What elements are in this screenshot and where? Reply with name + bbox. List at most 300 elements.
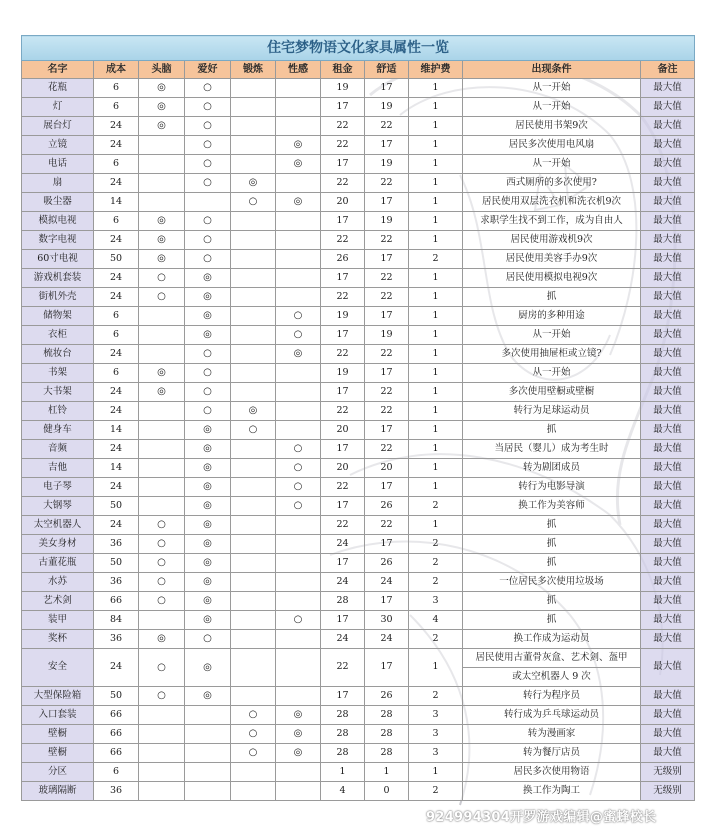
cell-rent: 28 xyxy=(321,744,365,763)
cell-condition: 居民使用书架9次 xyxy=(463,117,641,136)
cell-name: 电话 xyxy=(22,155,94,174)
cell-exercise xyxy=(231,440,276,459)
cell-name: 书架 xyxy=(22,364,94,383)
cell-brains xyxy=(139,763,185,782)
cell-exercise xyxy=(231,611,276,630)
table-row xyxy=(22,535,695,554)
column-header: 名字 xyxy=(22,61,94,79)
cell-cost: 24 xyxy=(94,402,139,421)
cell-name: 大书架 xyxy=(22,383,94,402)
cell-exercise xyxy=(231,782,276,801)
cell-exercise: ◎ xyxy=(231,174,276,193)
table-row xyxy=(22,459,695,478)
cell-rent: 19 xyxy=(321,307,365,326)
cell-hobby: ○ xyxy=(185,250,231,269)
cell-rent: 1 xyxy=(321,763,365,782)
cell-note: 最大值 xyxy=(641,516,695,535)
cell-upkeep: 1 xyxy=(409,117,463,136)
cell-condition: 多次使用壁橱或壁橱 xyxy=(463,383,641,402)
cell-sexy: ○ xyxy=(276,497,321,516)
cell-upkeep: 1 xyxy=(409,193,463,212)
cell-brains: ◎ xyxy=(139,212,185,231)
cell-hobby: ◎ xyxy=(185,440,231,459)
cell-sexy xyxy=(276,117,321,136)
table-row xyxy=(22,98,695,117)
cell-hobby xyxy=(185,193,231,212)
cell-note: 最大值 xyxy=(641,440,695,459)
column-header: 爱好 xyxy=(185,61,231,79)
cell-upkeep: 2 xyxy=(409,630,463,649)
cell-brains: ◎ xyxy=(139,98,185,117)
cell-sexy xyxy=(276,383,321,402)
cell-upkeep: 3 xyxy=(409,592,463,611)
cell-hobby: ◎ xyxy=(185,497,231,516)
cell-note: 最大值 xyxy=(641,364,695,383)
cell-comfort: 17 xyxy=(365,649,409,687)
cell-cost: 24 xyxy=(94,345,139,364)
cell-sexy xyxy=(276,630,321,649)
cell-cost: 66 xyxy=(94,744,139,763)
cell-upkeep: 1 xyxy=(409,212,463,231)
cell-comfort: 26 xyxy=(365,554,409,573)
cell-condition: 换工作为美容师 xyxy=(463,497,641,516)
cell-condition: 转为剧团成员 xyxy=(463,459,641,478)
cell-rent: 26 xyxy=(321,250,365,269)
cell-hobby xyxy=(185,744,231,763)
table-row xyxy=(22,174,695,193)
cell-exercise xyxy=(231,79,276,98)
cell-exercise: ○ xyxy=(231,706,276,725)
table-row xyxy=(22,630,695,649)
table-row xyxy=(22,782,695,801)
cell-condition: 居民多次使用物语 xyxy=(463,763,641,782)
table-row xyxy=(22,497,695,516)
cell-rent: 4 xyxy=(321,782,365,801)
cell-hobby: ○ xyxy=(185,79,231,98)
cell-note: 最大值 xyxy=(641,497,695,516)
cell-brains xyxy=(139,706,185,725)
table-row xyxy=(22,687,695,706)
cell-cost: 36 xyxy=(94,782,139,801)
cell-note: 最大值 xyxy=(641,326,695,345)
table-row xyxy=(22,725,695,744)
cell-hobby: ◎ xyxy=(185,516,231,535)
cell-rent: 17 xyxy=(321,687,365,706)
cell-brains: ○ xyxy=(139,269,185,288)
table-row xyxy=(22,440,695,459)
cell-cost: 66 xyxy=(94,592,139,611)
cell-cost: 36 xyxy=(94,630,139,649)
cell-exercise: ◎ xyxy=(231,402,276,421)
cell-condition: 转为餐厅店员 xyxy=(463,744,641,763)
cell-exercise xyxy=(231,687,276,706)
cell-note: 最大值 xyxy=(641,459,695,478)
cell-upkeep: 1 xyxy=(409,516,463,535)
cell-exercise xyxy=(231,535,276,554)
cell-name: 60寸电视 xyxy=(22,250,94,269)
cell-note: 最大值 xyxy=(641,573,695,592)
cell-rent: 22 xyxy=(321,516,365,535)
cell-note: 最大值 xyxy=(641,535,695,554)
cell-condition: 抓 xyxy=(463,421,641,440)
sheet-title: 住宅梦物语文化家具属性一览 xyxy=(22,36,695,61)
cell-upkeep: 2 xyxy=(409,782,463,801)
cell-comfort: 17 xyxy=(365,250,409,269)
cell-sexy xyxy=(276,174,321,193)
cell-hobby: ◎ xyxy=(185,421,231,440)
cell-hobby xyxy=(185,725,231,744)
cell-cost: 24 xyxy=(94,231,139,250)
table-row xyxy=(22,706,695,725)
cell-comfort: 17 xyxy=(365,478,409,497)
cell-hobby: ◎ xyxy=(185,326,231,345)
cell-upkeep: 1 xyxy=(409,364,463,383)
cell-sexy xyxy=(276,421,321,440)
cell-hobby: ◎ xyxy=(185,535,231,554)
column-header: 锻炼 xyxy=(231,61,276,79)
cell-exercise xyxy=(231,231,276,250)
table-row xyxy=(22,554,695,573)
cell-note: 最大值 xyxy=(641,725,695,744)
cell-note: 最大值 xyxy=(641,383,695,402)
cell-exercise xyxy=(231,497,276,516)
cell-exercise xyxy=(231,364,276,383)
cell-rent: 22 xyxy=(321,174,365,193)
cell-brains xyxy=(139,155,185,174)
cell-sexy: ◎ xyxy=(276,725,321,744)
column-header: 成本 xyxy=(94,61,139,79)
cell-comfort: 28 xyxy=(365,706,409,725)
cell-name: 扇 xyxy=(22,174,94,193)
cell-brains: ◎ xyxy=(139,630,185,649)
cell-note: 最大值 xyxy=(641,592,695,611)
cell-sexy: ○ xyxy=(276,611,321,630)
cell-condition: 抓 xyxy=(463,516,641,535)
cell-comfort: 17 xyxy=(365,592,409,611)
cell-cost: 24 xyxy=(94,117,139,136)
cell-condition: 抓 xyxy=(463,535,641,554)
cell-rent: 20 xyxy=(321,459,365,478)
cell-comfort: 17 xyxy=(365,421,409,440)
cell-sexy xyxy=(276,687,321,706)
cell-upkeep: 1 xyxy=(409,231,463,250)
cell-brains xyxy=(139,326,185,345)
cell-brains xyxy=(139,345,185,364)
table-row xyxy=(22,250,695,269)
column-header: 维护费 xyxy=(409,61,463,79)
cell-hobby: ○ xyxy=(185,383,231,402)
cell-name: 立镜 xyxy=(22,136,94,155)
cell-exercise: ○ xyxy=(231,725,276,744)
cell-comfort: 1 xyxy=(365,763,409,782)
cell-name: 模拟电视 xyxy=(22,212,94,231)
cell-exercise xyxy=(231,155,276,174)
cell-name: 玻璃隔断 xyxy=(22,782,94,801)
column-header: 备注 xyxy=(641,61,695,79)
cell-rent: 24 xyxy=(321,630,365,649)
cell-note: 最大值 xyxy=(641,98,695,117)
cell-note: 最大值 xyxy=(641,117,695,136)
cell-upkeep: 2 xyxy=(409,573,463,592)
cell-hobby: ○ xyxy=(185,155,231,174)
cell-condition: 抓 xyxy=(463,592,641,611)
cell-exercise xyxy=(231,554,276,573)
cell-name: 装甲 xyxy=(22,611,94,630)
cell-condition: 转为漫画家 xyxy=(463,725,641,744)
cell-name: 吸尘器 xyxy=(22,193,94,212)
cell-brains xyxy=(139,725,185,744)
cell-cost: 50 xyxy=(94,554,139,573)
cell-rent: 22 xyxy=(321,288,365,307)
column-header: 性感 xyxy=(276,61,321,79)
cell-rent: 17 xyxy=(321,155,365,174)
cell-brains: ◎ xyxy=(139,250,185,269)
cell-cost: 66 xyxy=(94,706,139,725)
cell-hobby: ○ xyxy=(185,630,231,649)
cell-sexy xyxy=(276,288,321,307)
cell-upkeep: 3 xyxy=(409,706,463,725)
cell-sexy xyxy=(276,98,321,117)
cell-cost: 6 xyxy=(94,212,139,231)
cell-exercise xyxy=(231,98,276,117)
cell-condition: 居民多次使用电风扇 xyxy=(463,136,641,155)
cell-hobby: ○ xyxy=(185,117,231,136)
cell-rent: 22 xyxy=(321,231,365,250)
table-row xyxy=(22,288,695,307)
cell-rent: 22 xyxy=(321,345,365,364)
cell-sexy xyxy=(276,554,321,573)
cell-cost: 24 xyxy=(94,649,139,687)
cell-upkeep: 1 xyxy=(409,421,463,440)
cell-sexy: ○ xyxy=(276,307,321,326)
cell-hobby: ○ xyxy=(185,364,231,383)
table-row xyxy=(22,573,695,592)
cell-cost: 14 xyxy=(94,421,139,440)
cell-exercise: ○ xyxy=(231,744,276,763)
cell-exercise xyxy=(231,307,276,326)
cell-exercise xyxy=(231,326,276,345)
cell-sexy xyxy=(276,516,321,535)
cell-exercise xyxy=(231,649,276,687)
table-row xyxy=(22,117,695,136)
table-row xyxy=(22,155,695,174)
cell-name: 分区 xyxy=(22,763,94,782)
cell-condition: 一位居民多次使用垃圾场 xyxy=(463,573,641,592)
cell-rent: 17 xyxy=(321,440,365,459)
cell-condition: 从一开始 xyxy=(463,326,641,345)
cell-condition: 抓 xyxy=(463,611,641,630)
cell-comfort: 22 xyxy=(365,345,409,364)
cell-note: 最大值 xyxy=(641,79,695,98)
table-row xyxy=(22,79,695,98)
table-row xyxy=(22,269,695,288)
cell-comfort: 24 xyxy=(365,630,409,649)
cell-upkeep: 2 xyxy=(409,554,463,573)
cell-comfort: 28 xyxy=(365,725,409,744)
cell-rent: 17 xyxy=(321,554,365,573)
cell-hobby: ○ xyxy=(185,212,231,231)
cell-condition: 换工作成为运动员 xyxy=(463,630,641,649)
cell-condition: 转行为足球运动员 xyxy=(463,402,641,421)
cell-note: 最大值 xyxy=(641,649,695,687)
furniture-attribute-sheet xyxy=(21,35,694,801)
cell-note: 最大值 xyxy=(641,687,695,706)
cell-name: 梳妆台 xyxy=(22,345,94,364)
cell-cost: 50 xyxy=(94,687,139,706)
cell-cost: 6 xyxy=(94,79,139,98)
cell-upkeep: 1 xyxy=(409,98,463,117)
cell-condition: 抓 xyxy=(463,288,641,307)
cell-note: 最大值 xyxy=(641,345,695,364)
cell-upkeep: 4 xyxy=(409,611,463,630)
cell-name: 街机外壳 xyxy=(22,288,94,307)
cell-upkeep: 3 xyxy=(409,725,463,744)
cell-name: 数字电视 xyxy=(22,231,94,250)
cell-rent: 19 xyxy=(321,79,365,98)
cell-hobby xyxy=(185,782,231,801)
cell-sexy xyxy=(276,269,321,288)
cell-comfort: 22 xyxy=(365,231,409,250)
cell-comfort: 17 xyxy=(365,136,409,155)
cell-condition: 居民使用美容手办9次 xyxy=(463,250,641,269)
cell-brains xyxy=(139,782,185,801)
cell-sexy xyxy=(276,402,321,421)
cell-name: 杠铃 xyxy=(22,402,94,421)
cell-note: 最大值 xyxy=(641,421,695,440)
cell-upkeep: 1 xyxy=(409,155,463,174)
table-row xyxy=(22,744,695,763)
table-row xyxy=(22,383,695,402)
cell-exercise xyxy=(231,212,276,231)
cell-sexy: ◎ xyxy=(276,193,321,212)
cell-brains: ○ xyxy=(139,649,185,687)
cell-name: 艺术剑 xyxy=(22,592,94,611)
cell-exercise xyxy=(231,630,276,649)
cell-condition: 求职学生找不到工作，成为自由人 xyxy=(463,212,641,231)
cell-comfort: 22 xyxy=(365,269,409,288)
cell-comfort: 22 xyxy=(365,288,409,307)
cell-rent: 22 xyxy=(321,117,365,136)
cell-name: 储物架 xyxy=(22,307,94,326)
cell-rent: 19 xyxy=(321,364,365,383)
cell-sexy xyxy=(276,535,321,554)
cell-hobby: ○ xyxy=(185,345,231,364)
cell-cost: 24 xyxy=(94,478,139,497)
cell-cost: 6 xyxy=(94,98,139,117)
cell-name: 大钢琴 xyxy=(22,497,94,516)
cell-upkeep: 1 xyxy=(409,288,463,307)
cell-comfort: 22 xyxy=(365,174,409,193)
cell-upkeep: 2 xyxy=(409,497,463,516)
cell-rent: 22 xyxy=(321,478,365,497)
cell-sexy: ◎ xyxy=(276,136,321,155)
cell-rent: 17 xyxy=(321,212,365,231)
cell-rent: 28 xyxy=(321,706,365,725)
cell-rent: 17 xyxy=(321,383,365,402)
cell-exercise xyxy=(231,117,276,136)
cell-hobby: ◎ xyxy=(185,573,231,592)
cell-comfort: 22 xyxy=(365,383,409,402)
cell-cost: 24 xyxy=(94,136,139,155)
cell-cost: 14 xyxy=(94,193,139,212)
cell-brains: ○ xyxy=(139,687,185,706)
cell-rent: 17 xyxy=(321,326,365,345)
cell-rent: 17 xyxy=(321,269,365,288)
table-row xyxy=(22,649,695,687)
cell-hobby xyxy=(185,706,231,725)
cell-brains xyxy=(139,193,185,212)
cell-sexy xyxy=(276,649,321,687)
cell-sexy xyxy=(276,364,321,383)
cell-condition: 厨房的多种用途 xyxy=(463,307,641,326)
cell-upkeep: 2 xyxy=(409,687,463,706)
cell-cost: 24 xyxy=(94,174,139,193)
cell-exercise xyxy=(231,763,276,782)
watermark-text: 924994304开罗游戏编辑@蜜蜂校长 xyxy=(426,810,657,825)
cell-hobby: ◎ xyxy=(185,307,231,326)
cell-sexy xyxy=(276,212,321,231)
cell-cost: 6 xyxy=(94,307,139,326)
cell-hobby: ◎ xyxy=(185,687,231,706)
cell-upkeep: 1 xyxy=(409,478,463,497)
cell-upkeep: 1 xyxy=(409,326,463,345)
cell-hobby: ◎ xyxy=(185,592,231,611)
cell-rent: 28 xyxy=(321,725,365,744)
cell-rent: 22 xyxy=(321,136,365,155)
cell-exercise: ○ xyxy=(231,421,276,440)
column-header: 出现条件 xyxy=(463,61,641,79)
cell-comfort: 17 xyxy=(365,535,409,554)
cell-cost: 24 xyxy=(94,288,139,307)
cell-name: 安全 xyxy=(22,649,94,687)
cell-condition: 从一开始 xyxy=(463,364,641,383)
cell-comfort: 28 xyxy=(365,744,409,763)
table-row xyxy=(22,307,695,326)
cell-name: 电子琴 xyxy=(22,478,94,497)
cell-hobby: ○ xyxy=(185,136,231,155)
cell-comfort: 19 xyxy=(365,98,409,117)
cell-note: 最大值 xyxy=(641,402,695,421)
cell-condition: 从一开始 xyxy=(463,79,641,98)
cell-cost: 50 xyxy=(94,250,139,269)
table-row xyxy=(22,212,695,231)
cell-sexy: ◎ xyxy=(276,155,321,174)
cell-rent: 24 xyxy=(321,535,365,554)
cell-brains: ○ xyxy=(139,573,185,592)
cell-sexy: ○ xyxy=(276,326,321,345)
cell-condition: 转行为程序员 xyxy=(463,687,641,706)
cell-hobby: ○ xyxy=(185,98,231,117)
cell-sexy: ◎ xyxy=(276,345,321,364)
cell-condition: 西式厕所的多次使用? xyxy=(463,174,641,193)
cell-name: 大型保险箱 xyxy=(22,687,94,706)
cell-exercise xyxy=(231,269,276,288)
cell-cost: 50 xyxy=(94,497,139,516)
table-row xyxy=(22,478,695,497)
cell-name: 吉他 xyxy=(22,459,94,478)
cell-rent: 17 xyxy=(321,497,365,516)
cell-upkeep: 1 xyxy=(409,649,463,687)
cell-brains xyxy=(139,459,185,478)
cell-note: 最大值 xyxy=(641,744,695,763)
cell-sexy xyxy=(276,592,321,611)
cell-exercise xyxy=(231,573,276,592)
cell-brains: ◎ xyxy=(139,231,185,250)
cell-note: 无级别 xyxy=(641,782,695,801)
cell-upkeep: 1 xyxy=(409,763,463,782)
cell-note: 最大值 xyxy=(641,478,695,497)
cell-brains: ◎ xyxy=(139,79,185,98)
